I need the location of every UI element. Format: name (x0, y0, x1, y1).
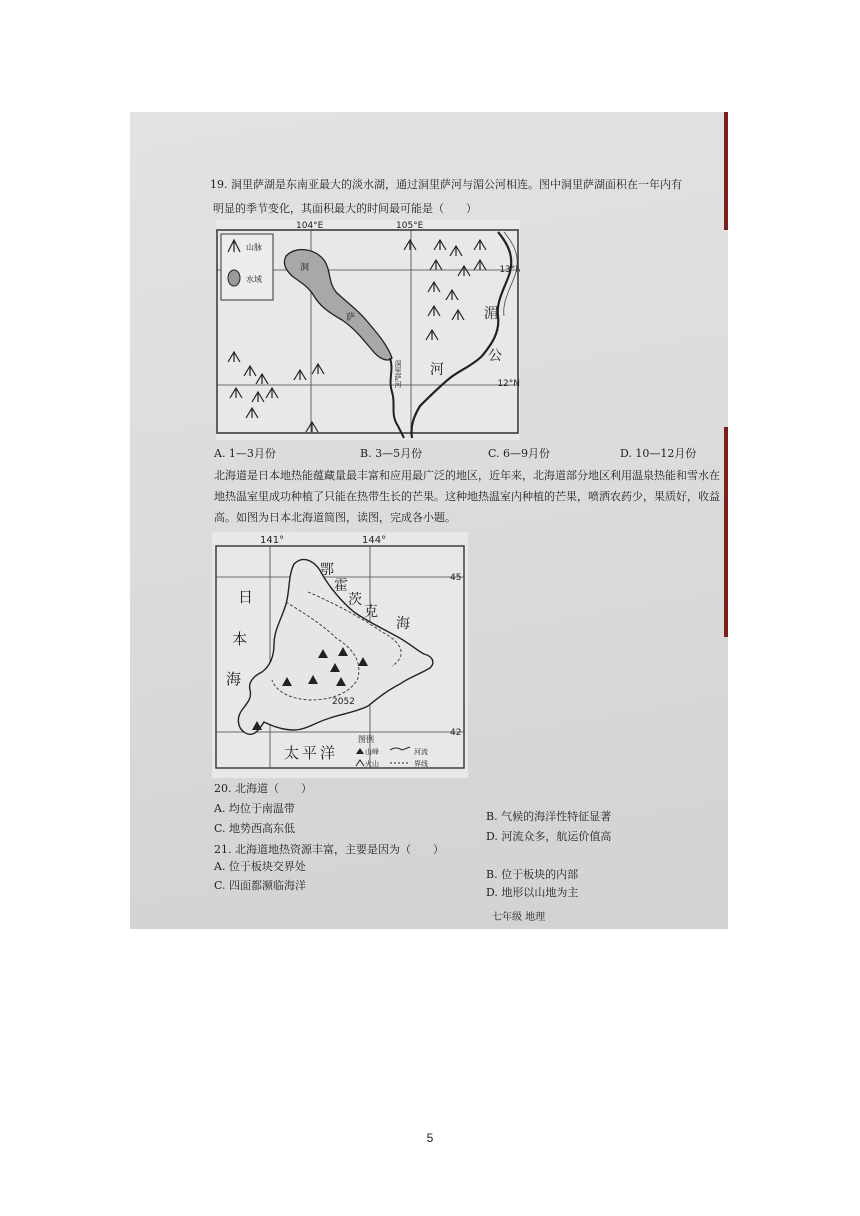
lon-label-104: 104°E (296, 221, 324, 231)
footer-note: 七年级 地理 (492, 912, 546, 923)
q20-option-d[interactable]: D. 河流众多，航运价值高 (486, 830, 612, 843)
sea-west-1: 日 (238, 588, 254, 606)
q20-option-a[interactable]: A. 均位于南温带 (214, 802, 295, 815)
legend-title: 图例 (358, 735, 374, 744)
sea-ne-3: 茨 (348, 592, 362, 608)
q19-option-b[interactable]: B. 3—5月份 (360, 447, 423, 460)
sea-ne-1: 鄂 (320, 562, 334, 578)
page-number: 5 (426, 1131, 434, 1145)
hokkaido-intro: 北海道是日本地热能蕴藏量最丰富和应用最广泛的地区，近年来，北海道部分地区利用温泉热能和雪水在地热温室里成功种植了只能在热带生长的芒果。这种地热温室内种植的芒果，喷洒农药少，果质好，收益高。如图为日本北海道简图，读图，完成各小题。 (214, 469, 720, 524)
legend-river: 河流 (414, 748, 428, 756)
river-label: 洞里萨河 (394, 360, 402, 388)
q19-stem-line2: 明显的季节变化，其面积最大的时间最可能是（ ） (213, 202, 477, 215)
lon-label-141: 141° (260, 535, 285, 546)
scanned-photo (130, 112, 728, 929)
edge-bar (724, 112, 728, 230)
map2-legend (356, 734, 428, 768)
mekong-label-a: 湄 (484, 306, 498, 322)
q19-option-c[interactable]: C. 6—9月份 (488, 447, 551, 460)
tonle-sap-map (216, 220, 520, 440)
q21-option-c[interactable]: C. 四面都濒临海洋 (214, 879, 307, 892)
lon-label-105: 105°E (396, 221, 424, 231)
q20-option-b[interactable]: B. 气候的海洋性特征显著 (486, 810, 612, 823)
hokkaido-map (212, 532, 468, 778)
q21-stem: 21. 北海道地热资源丰富，主要是因为（ ） (214, 843, 444, 856)
legend-mountain-label: 山脉 (246, 243, 262, 252)
sea-ne-2: 霍 (334, 578, 348, 594)
q21-option-a[interactable]: A. 位于板块交界处 (214, 860, 306, 873)
q21-option-b[interactable]: B. 位于板块的内部 (486, 868, 579, 881)
sea-west-2: 本 (232, 630, 248, 648)
q19-option-d[interactable]: D. 10—12月份 (620, 447, 697, 460)
legend-water-label: 水域 (246, 275, 262, 284)
q19-stem-line1: 19. 洞里萨湖是东南亚最大的淡水湖，通过洞里萨河与湄公河相连。图中洞里萨湖面积在一年内有 (210, 178, 682, 191)
lat-label-42: 42 (450, 728, 462, 738)
lat-label-45: 45 (450, 573, 462, 583)
q20-option-c[interactable]: C. 地势西高东低 (214, 822, 296, 835)
legend-peak: 山峰 (365, 748, 379, 756)
lake-label-a: 洞 (300, 263, 310, 273)
legend-boundary: 界线 (414, 760, 428, 768)
q19-option-a[interactable]: A. 1—3月份 (214, 447, 276, 460)
q20-stem: 20. 北海道（ ） (214, 782, 312, 795)
elevation-label: 2052 (332, 697, 355, 707)
lat-label-12: 12°N (497, 379, 520, 389)
lon-label-144: 144° (362, 535, 387, 546)
hokkaido-map-figure (212, 532, 468, 778)
mekong-label-c: 河 (430, 362, 444, 378)
tonle-sap-map-figure (216, 220, 520, 440)
q21-option-d[interactable]: D. 地形以山地为主 (486, 886, 579, 899)
lake-label-b: 萨 (346, 313, 356, 323)
pacific-label: 太平洋 (284, 744, 339, 762)
lat-label-13: 13°N (499, 265, 520, 275)
legend-volcano: 火山 (365, 760, 379, 768)
sea-ne-5: 海 (396, 616, 410, 632)
mekong-label-b: 公 (488, 348, 502, 364)
legend-water-icon (228, 270, 240, 286)
sea-west-3: 海 (226, 670, 242, 688)
sea-ne-4: 克 (364, 604, 378, 620)
mekong-river (411, 232, 511, 438)
edge-bar (724, 427, 728, 637)
